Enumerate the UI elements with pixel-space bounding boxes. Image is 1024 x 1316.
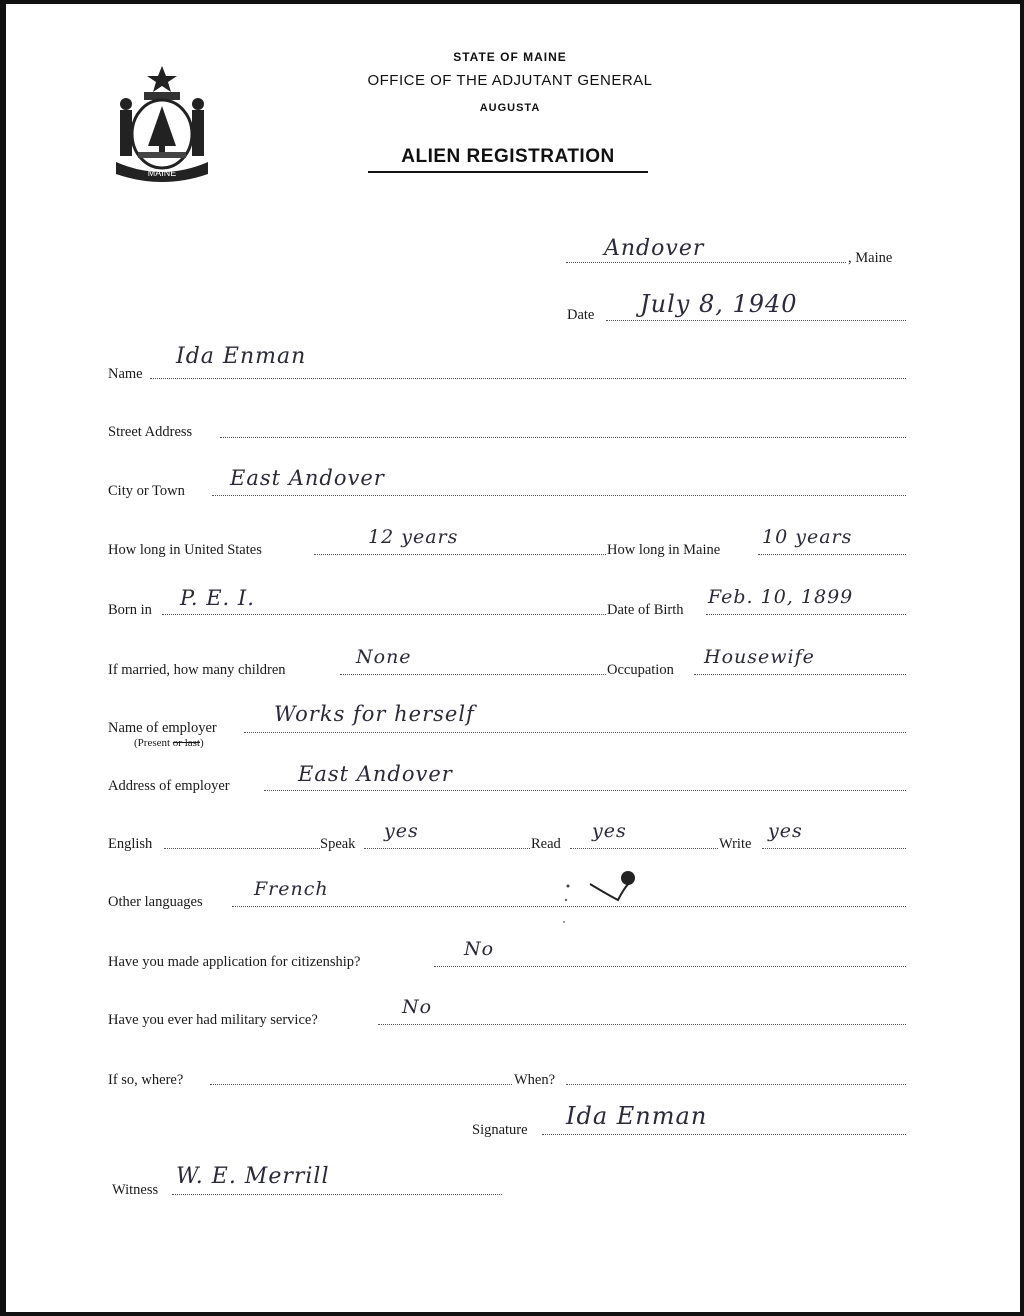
occupation-label: Occupation (607, 662, 674, 678)
city-value: East Andover (230, 466, 385, 490)
read-value: yes (592, 820, 627, 842)
children-label: If married, how many children (108, 662, 286, 678)
maine-years-line (758, 554, 906, 555)
read-line (570, 848, 718, 849)
military-value: No (402, 996, 433, 1018)
maine-years-label: How long in Maine (607, 542, 721, 558)
employer-sublabel (134, 737, 204, 749)
name-line (150, 378, 906, 379)
place-suffix: , Maine (848, 250, 893, 266)
dob-line (706, 614, 906, 615)
employer-label: Name of employer (108, 720, 217, 736)
place-value: Andover (604, 236, 705, 261)
signature-label: Signature (472, 1122, 528, 1138)
write-value: yes (768, 820, 803, 842)
children-line (340, 674, 606, 675)
other-languages-label: Other languages (108, 894, 203, 910)
witness-line (172, 1194, 502, 1195)
place-line (566, 262, 846, 263)
signature-value: Ida Enman (566, 1102, 708, 1130)
english-line (164, 848, 320, 849)
children-value: None (356, 646, 412, 668)
other-languages-value: French (254, 878, 329, 900)
ink-blot-icon (560, 866, 640, 946)
office-heading: OFFICE OF THE ADJUTANT GENERAL (367, 72, 653, 89)
seal-text: MAINE (147, 168, 177, 178)
us-years-line (314, 554, 606, 555)
name-value: Ida Enman (176, 344, 307, 369)
dob-value: Feb. 10, 1899 (708, 586, 854, 608)
employer-line (244, 732, 906, 733)
state-heading: STATE OF MAINE (453, 50, 567, 64)
employer-value: Works for herself (274, 702, 475, 726)
name-label: Name (108, 366, 143, 382)
witness-label: Witness (112, 1182, 159, 1198)
date-line (606, 320, 906, 321)
employer-address-line (264, 790, 906, 791)
where-label: If so, where? (108, 1072, 184, 1088)
dob-label: Date of Birth (607, 602, 684, 618)
date-value: July 8, 1940 (640, 290, 798, 318)
born-line (162, 614, 606, 615)
where-line (210, 1084, 512, 1085)
us-years-value: 12 years (368, 526, 459, 548)
us-years-label: How long in United States (108, 542, 262, 558)
maine-years-value: 10 years (762, 526, 853, 548)
occupation-line (694, 674, 906, 675)
speak-line (364, 848, 530, 849)
write-label: Write (719, 836, 752, 852)
military-label: Have you ever had military service? (108, 1012, 318, 1028)
maine-seal-icon (108, 62, 216, 186)
employer-sublabel-present: (Present (134, 737, 173, 749)
city-line (212, 495, 906, 496)
employer-sublabel-struck: or last (172, 737, 200, 749)
born-label: Born in (108, 602, 152, 618)
witness-value: W. E. Merrill (176, 1164, 330, 1189)
date-label: Date (567, 307, 595, 323)
city-heading: AUGUSTA (479, 102, 541, 114)
speak-value: yes (384, 820, 419, 842)
write-line (762, 848, 906, 849)
employer-sublabel-close: ) (200, 737, 204, 749)
citizenship-line (434, 966, 906, 967)
born-value: P. E. I. (180, 586, 255, 610)
employer-address-value: East Andover (298, 762, 453, 786)
occupation-value: Housewife (704, 646, 815, 668)
when-label: When? (514, 1072, 556, 1088)
citizenship-value: No (464, 938, 495, 960)
street-label: Street Address (108, 424, 193, 440)
military-line (378, 1024, 906, 1025)
signature-line (542, 1134, 906, 1135)
form-title: ALIEN REGISTRATION (368, 146, 648, 173)
employer-address-label: Address of employer (108, 778, 230, 794)
read-label: Read (531, 836, 561, 852)
english-label: English (108, 836, 153, 852)
when-line (566, 1084, 906, 1085)
city-label: City or Town (108, 483, 185, 499)
street-line (220, 437, 906, 438)
speak-label: Speak (320, 836, 356, 852)
citizenship-label: Have you made application for citizenship? (108, 954, 361, 970)
